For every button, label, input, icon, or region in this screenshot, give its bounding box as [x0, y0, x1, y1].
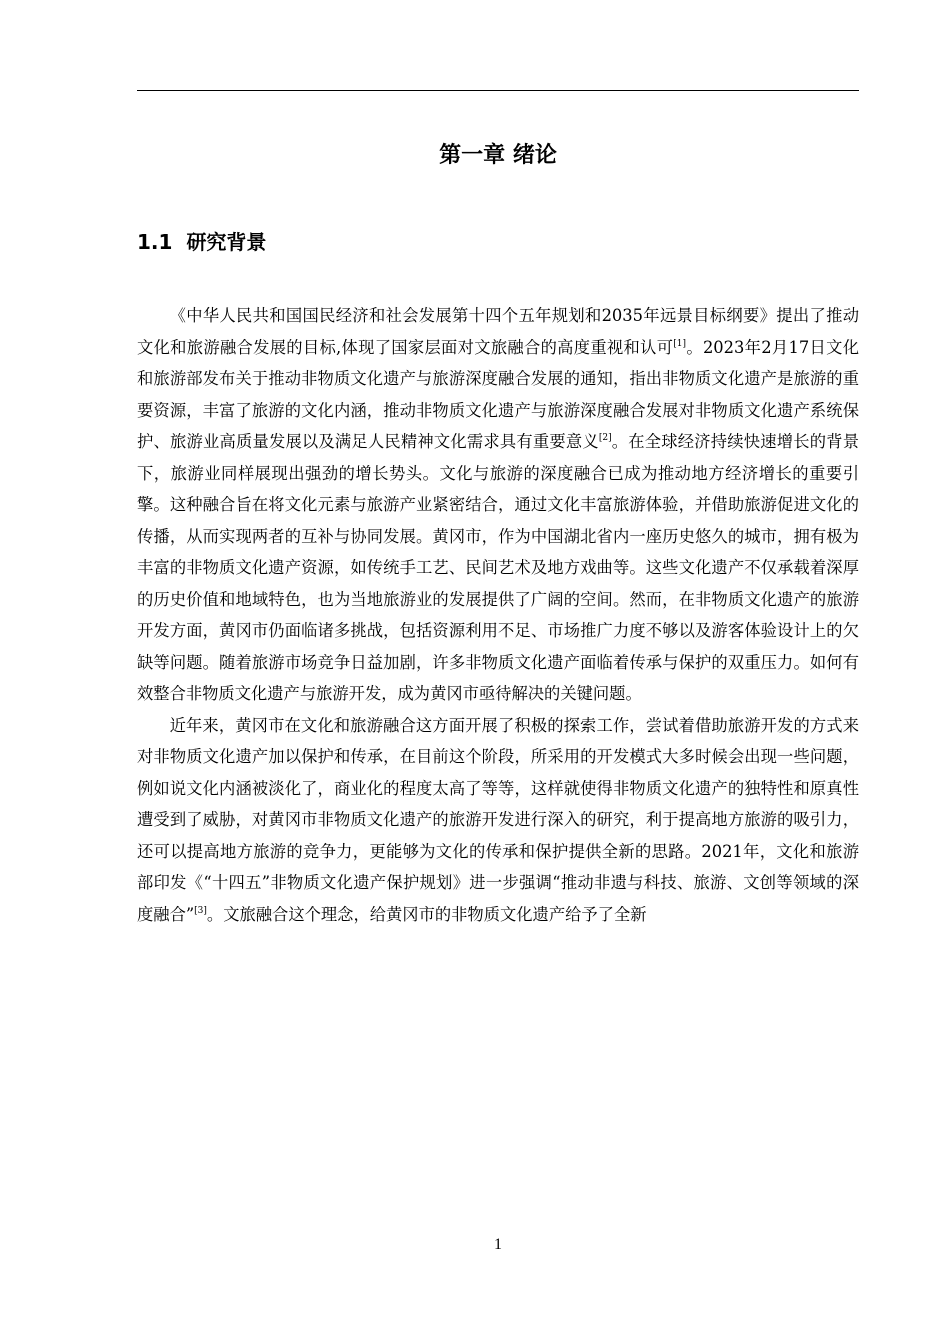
body-text [137, 300, 859, 930]
citation-2: [2] [598, 433, 612, 443]
page-number: 1 [494, 1236, 502, 1253]
paragraph-2 [137, 710, 859, 931]
paragraph-2-text-b: 。文旅融合这个理念，给黄冈市的非物质文化遗产给予了全新 [206, 904, 647, 924]
chapter-title: 第一章 绪论 [439, 143, 557, 168]
header-rule [137, 90, 859, 91]
paragraph-2-text-a: 近年来，黄冈市在文化和旅游融合这方面开展了积极的探索工作，尝试着借助旅游开发的方式来对非物质文化遗产加以保护和传承，在目前这个阶段，所采用的开发模式大多时候会出现一些问题，例如说文化内涵被淡化了，商业化的程度太高了等等，这样就使得非物质文化遗产的独特性和原真性遭受到了威胁，对黄冈市非物质文化遗产的旅游开发进行深入的研究，利于提高地方旅游的吸引力，还可以提高地方旅游的竞争力，更能够为文化的传承和保护提供全新的思路。2021年，文化和旅游部印发《“十四五”非物质文化遗产保护规划》进一步强调“推动非遗与科技、旅游、文创等领域的深度融合” [137, 715, 859, 924]
section-heading [137, 226, 859, 258]
paragraph-1 [137, 300, 859, 710]
section-number: 1.1 [137, 230, 173, 254]
paragraph-1-text-c: 。在全球经济持续快速增长的背景下，旅游业同样展现出强劲的增长势头。文化与旅游的深度融合已成为推动地方经济增长的重要引擎。这种融合旨在将文化元素与旅游产业紧密结合，通过文化丰富旅游体验，并借助旅游促进文化的传播，从而实现两者的互补与协同发展。黄冈市，作为中国湖北省内一座历史悠久的城市，拥有极为丰富的非物质文化遗产资源，如传统手工艺、民间艺术及地方戏曲等。这些文化遗产不仅承载着深厚的历史价值和地域特色，也为当地旅游业的发展提供了广阔的空间。然而，在非物质文化遗产的旅游开发方面，黄冈市仍面临诸多挑战，包括资源利用不足、市场推广力度不够以及游客体验设计上的欠缺等问题。随着旅游市场竞争日益加剧，许多非物质文化遗产面临着传承与保护的双重压力。如何有效整合非物质文化遗产与旅游开发，成为黄冈市亟待解决的关键问题。 [137, 432, 859, 703]
paragraph-1-text-b: 。2023年2月17日文化和旅游部发布关于推动非物质文化遗产与旅游深度融合发展的通知，指出非物质文化遗产是旅游的重要资源，丰富了旅游的文化内涵，推动非物质文化遗产与旅游深度融合发展对非物质文化遗产系统保护、旅游业高质量发展以及满足人民精神文化需求具有重要意义 [137, 337, 860, 451]
citation-3: [3] [194, 905, 207, 916]
citation-1: [1] [673, 338, 687, 349]
section-title: 研究背景 [186, 230, 267, 254]
paragraph-1-text-a: 《中华人民共和国国民经济和社会发展第十四个五年规划和2035年远景目标纲要》提出了推动文化和旅游融合发展的目标,体现了国家层面对文旅融合的高度重视和认可 [137, 306, 859, 357]
